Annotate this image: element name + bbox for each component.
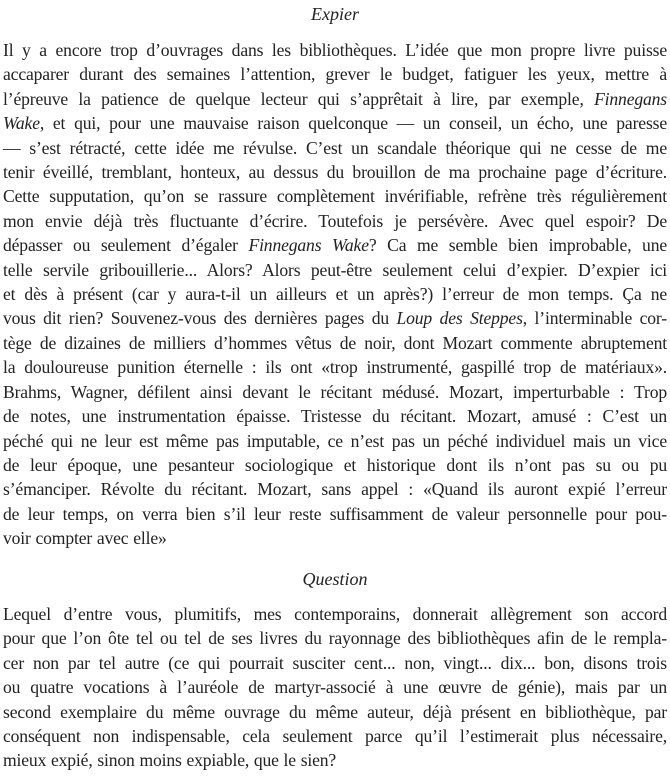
text-run: conséquent non indispensable, cela seulement parce qu’il l’estimerait plus nécessaire, <box>3 726 667 747</box>
text-line <box>3 209 667 233</box>
text-line <box>3 160 667 184</box>
text-line <box>3 651 667 675</box>
text-line <box>3 258 667 282</box>
text-run: Lequel d’entre vous, plumitifs, mes contemporains, donnerait allègrement son accord <box>3 604 667 624</box>
text-line <box>3 38 667 62</box>
text-run: accaparer durant des semaines l’attention, grever le budget, fatiguer les yeux, mettre à <box>3 64 667 85</box>
text-line <box>3 675 667 699</box>
text-line <box>3 136 667 160</box>
text-line <box>3 331 667 355</box>
text-line <box>3 380 667 404</box>
text-line <box>3 724 667 748</box>
text-line <box>3 282 667 306</box>
text-run: ou quatre vocations à l’auréole de martyr-associé à une œuvre de génie), mais par un <box>3 677 667 698</box>
italic-title: Finnegans Wake <box>248 235 369 256</box>
text-line <box>3 477 667 501</box>
italic-title: Finnegans <box>594 88 667 109</box>
italic-title: Loup des Steppes <box>396 308 523 329</box>
text-run: de notes, une instrumentation épaisse. Tristesse du récitant. Mozart, amusé : C’est un <box>3 406 667 427</box>
text-run: cer non par tel autre (ce qui pourrait susciter cent... non, vingt... dix... bon, disons trois <box>3 652 667 673</box>
text-line <box>3 404 667 428</box>
text-line <box>3 602 667 626</box>
text-run: pour que l’on ôte tel ou tel de ses livres du rayonnage des bibliothèques afin de le rempla- <box>3 628 667 649</box>
text-run: Brahms, Wagner, défilent ainsi devant le récitant médusé. Mozart, imperturbable : Trop <box>3 381 667 402</box>
text-line <box>3 306 667 330</box>
text-run: telle servile gribouillerie... Alors? Alors peut-être seulement celui d’expier. D’expier ici <box>3 259 667 280</box>
paragraph-expier <box>3 38 667 551</box>
text-line <box>3 233 667 257</box>
text-run: tenir éveillé, tremblant, honteux, au dessus du brouillon de ma prochaine page d’écriture. <box>3 162 667 183</box>
text-run: l’épreuve la patience de quelque lecteur qui s’apprêtait à lire, par exemple, <box>3 88 595 109</box>
text-run: mon envie déjà très fluctuante d’écrire. Toutefois je persévère. Avec quel espoir? De <box>3 210 667 231</box>
text-line <box>3 429 667 453</box>
text-run: tège de dizaines de milliers d’hommes vêtus de noir, dont Mozart commente abruptement <box>3 332 667 353</box>
text-run: ? Ca me semble bien improbable, une <box>368 235 667 256</box>
text-run: la douloureuse punition éternelle : ils ont «trop instrumenté, gaspillé trop de matériaux». <box>3 357 667 378</box>
text-line <box>3 184 667 208</box>
text-run: péché qui ne leur est même pas imputable, ce n’est pas un péché individuel mais un vice <box>3 430 667 451</box>
text-line <box>3 111 667 135</box>
text-line <box>3 62 667 86</box>
text-run: de leur époque, une pesanteur sociologique et historique dont ils n’ont pas su ou pu <box>3 454 667 475</box>
text-run: Cette supputation, qu’on se rassure complètement invérifiable, refrène très régulièrement <box>3 186 667 207</box>
text-line <box>3 502 667 526</box>
text-line <box>3 626 667 650</box>
text-run: Il y a encore trop d’ouvrages dans les bibliothèques. L’idée que mon propre livre puisse <box>3 40 667 60</box>
text-line <box>3 526 667 550</box>
text-run: voir compter avec elle» <box>3 528 167 549</box>
text-run: de leur temps, on verra bien s’il leur reste suffisamment de valeur personnelle pour pou- <box>3 503 667 524</box>
text-run: , l’interminable cor- <box>522 308 667 329</box>
section-title-question: Question <box>302 569 368 589</box>
text-run: mieux expié, sinon moins expiable, que le sien? <box>3 750 337 771</box>
text-run: second exemplaire du même ouvrage du même auteur, déjà présent en bibliothèque, par <box>3 701 667 722</box>
text-line <box>3 87 667 111</box>
text-run: , et qui, pour une mauvaise raison quelconque — un conseil, un écho, une paresse <box>39 113 667 134</box>
text-run: — s’est rétracté, cette idée me révulse. C’est un scandale théorique qui ne cesse de me <box>3 137 667 158</box>
text-run: vous dit rien? Souvenez-vous des dernières pages du <box>3 308 397 329</box>
text-line <box>3 453 667 477</box>
text-run: et dès à présent (car y aura-t-il un ailleurs et un après?) l’erreur de mon temps. Ça ne <box>3 284 667 305</box>
text-line <box>3 700 667 724</box>
text-line <box>3 748 667 772</box>
text-run: dépasser ou seulement d’égaler <box>3 235 249 256</box>
paragraph-question <box>3 602 667 773</box>
section-title-expier: Expier <box>311 4 359 24</box>
text-line <box>3 355 667 379</box>
text-run: s’émanciper. Révolte du récitant. Mozart, sans appel : «Quand ils auront expié l’erreur <box>3 479 667 500</box>
italic-title: Wake <box>3 113 40 134</box>
